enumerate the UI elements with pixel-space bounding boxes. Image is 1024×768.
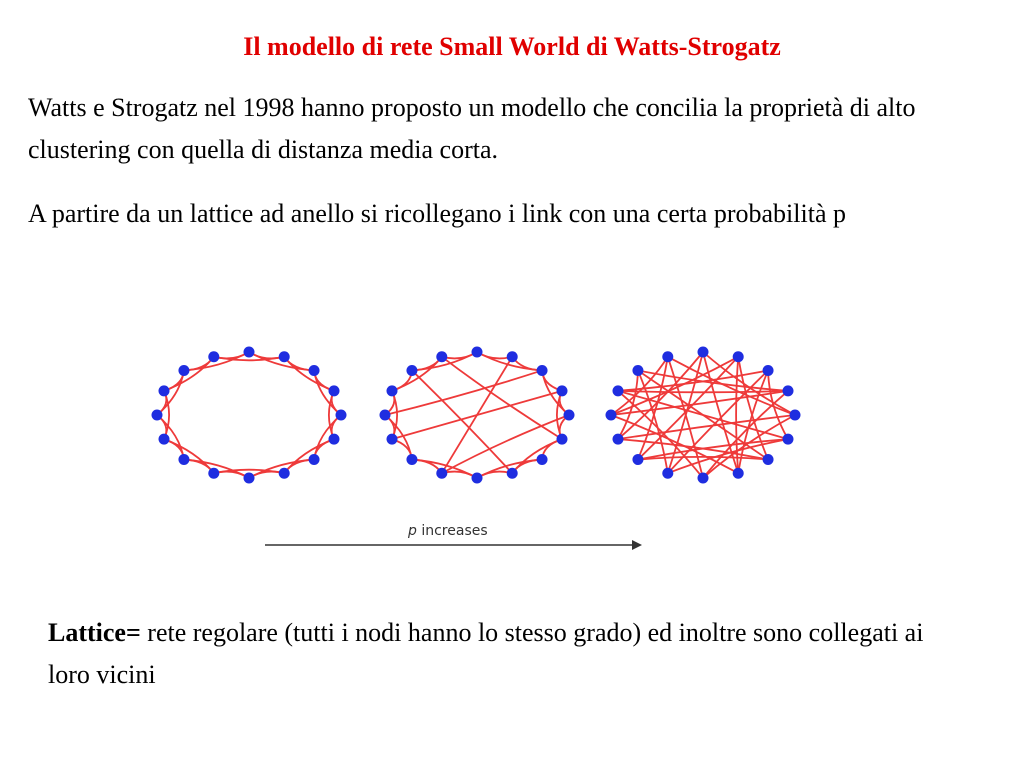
network-node <box>763 454 774 465</box>
network-node <box>406 365 417 376</box>
network-edge <box>164 391 169 439</box>
network-edge <box>638 370 768 459</box>
network-node <box>662 468 673 479</box>
network-node <box>632 365 643 376</box>
network-node <box>328 385 339 396</box>
network-node <box>309 454 320 465</box>
network-edge <box>164 439 214 473</box>
network-node <box>613 434 624 445</box>
lattice-definition <box>48 612 948 696</box>
network-node <box>159 434 170 445</box>
network-node <box>733 351 744 362</box>
network-node <box>336 410 347 421</box>
network-node <box>782 385 793 396</box>
method-paragraph: A partire da un lattice ad anello si ricollegano i link con una certa probabilità p <box>28 199 846 228</box>
watts-strogatz-figure <box>150 330 820 560</box>
network-node <box>556 434 567 445</box>
network-node <box>662 351 673 362</box>
network-node <box>613 385 624 396</box>
network-random <box>606 347 801 484</box>
network-node <box>472 473 483 484</box>
network-edge <box>618 415 795 439</box>
network-node <box>436 351 447 362</box>
network-node <box>790 410 801 421</box>
network-node <box>537 365 548 376</box>
definition-term: Lattice= <box>48 618 141 647</box>
network-edge <box>638 457 768 460</box>
network-regular-lattice <box>152 347 347 484</box>
network-small-world <box>380 347 575 484</box>
network-node <box>632 454 643 465</box>
slide-title: Il modello di rete Small World di Watts-Strogatz <box>243 32 781 61</box>
network-node <box>556 385 567 396</box>
network-node <box>279 468 290 479</box>
network-edge <box>618 391 788 392</box>
network-node <box>564 410 575 421</box>
intro-paragraph: Watts e Strogatz nel 1998 hanno proposto un modello che concilia la proprietà di alto clustering con quella di distanza media corta. <box>28 93 916 164</box>
network-edge <box>557 391 562 439</box>
network-node <box>328 434 339 445</box>
network-edge <box>329 391 334 439</box>
network-node <box>406 454 417 465</box>
network-edge <box>164 357 214 391</box>
network-node <box>244 473 255 484</box>
network-edge <box>412 370 512 473</box>
network-edge <box>392 391 397 439</box>
network-node <box>152 410 163 421</box>
network-edge <box>512 439 562 473</box>
network-node <box>507 351 518 362</box>
network-node <box>782 434 793 445</box>
arrow-label-p: p <box>408 523 417 539</box>
network-node <box>178 365 189 376</box>
network-node <box>244 347 255 358</box>
network-edge <box>284 439 334 473</box>
network-edge <box>736 357 738 473</box>
network-edge <box>392 391 562 439</box>
network-node <box>178 454 189 465</box>
arrow-label-text: increases <box>416 523 488 539</box>
network-node <box>309 365 320 376</box>
network-node <box>472 347 483 358</box>
network-edge <box>284 357 334 391</box>
network-node <box>698 473 709 484</box>
network-node <box>208 351 219 362</box>
network-edge <box>385 370 542 415</box>
network-node <box>380 410 391 421</box>
definition-text: rete regolare (tutti i nodi hanno lo stesso grado) ed inoltre sono collegati ai loro vicini <box>48 618 924 689</box>
network-node <box>537 454 548 465</box>
network-node <box>387 434 398 445</box>
network-node <box>763 365 774 376</box>
network-edge <box>392 357 442 391</box>
network-node <box>698 347 709 358</box>
network-node <box>436 468 447 479</box>
network-node <box>507 468 518 479</box>
network-node <box>159 385 170 396</box>
network-node <box>387 385 398 396</box>
network-diagram <box>150 330 820 560</box>
arrow-label <box>407 523 488 539</box>
network-node <box>733 468 744 479</box>
network-node <box>208 468 219 479</box>
network-node <box>279 351 290 362</box>
network-node <box>606 410 617 421</box>
arrow-head-icon <box>632 540 642 550</box>
